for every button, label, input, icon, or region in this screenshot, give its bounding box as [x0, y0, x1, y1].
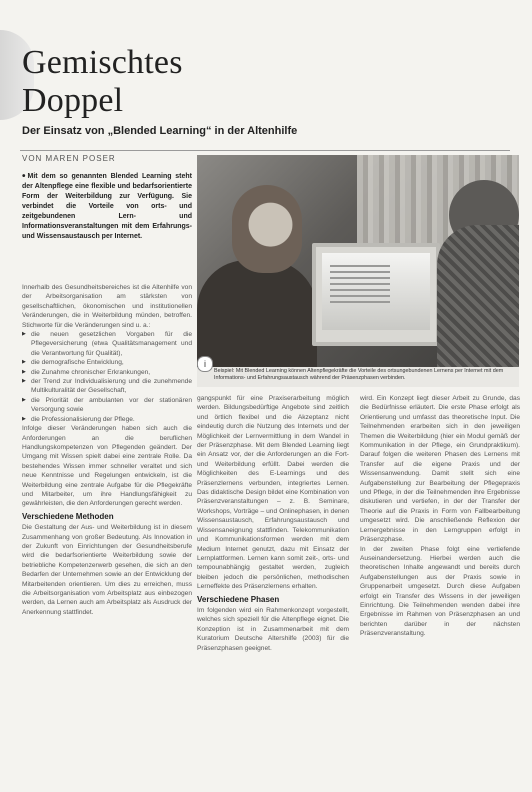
lead-initial: •: [22, 171, 26, 182]
column-2: [197, 394, 349, 653]
list-item: ▶ der Trend zur Individualisierung und die zunehmende Multikulturalität der Gesellschaft,: [22, 377, 192, 396]
info-icon: i: [197, 356, 213, 372]
photo-person-woman-head: [232, 185, 302, 273]
article-photo: [197, 155, 519, 367]
section-heading-phases: Verschiedene Phasen: [197, 594, 280, 604]
section-heading-methods: Verschiedene Methoden: [22, 511, 114, 521]
list-item: ▶ die neuen gesetzlichen Vorgaben für die Pflegeversicherung (etwa Qualitätsmanagement und die Verantwortung für Qualität),: [22, 330, 192, 358]
title-line-1: Gemischtes: [22, 44, 183, 81]
col1-intro: Innerhalb des Gesundheitsbereiches ist die Altenhilfe von der Arbeitsorganisation am stärksten von gesellschaftlichen, ökonomischen und institutionellen Veränderungen, die in Weiterbildung münden, betroffen. Stichworte für die Veränderungen sind u. a.:: [22, 284, 192, 329]
photo-caption: Beispiel: Mit Blended Learning können Altenpflegekräfte die Vorteile des ortsungebundenen Lernens per Internet mit dem Informations- und Erfahrungsaustausch während der Präsenzphasen verbinden.: [214, 368, 504, 381]
photo-monitor-screen: [322, 253, 430, 330]
photo-person-man-body: [437, 225, 519, 367]
photo-computer-monitor: [312, 243, 440, 346]
article-subtitle: Der Einsatz von „Blended Learning“ in der Altenhilfe: [22, 125, 298, 137]
column-3: [360, 394, 520, 639]
col3-body-2: In der zweiten Phase folgt eine vertiefende Auseinandersetzung. Hierbei werden auch die theoretischen Inhalte angewandt und bereits durch Aufgabenstellungen aus der Praxis sowie in Gruppenarbeit umgesetzt. Durch diese Aufgaben erfolgt ein Transfer des Wissens in der jeweiligen Einrichtung. Die Teilnehmenden wenden dabei ihre Ergebnisse im Rahmen von Präsenzphasen an und berichten darüber in der nächsten Präsenzveranstaltung.: [360, 545, 520, 638]
list-item: ▶ die Priorität der ambulanten vor der stationären Versorgung sowie: [22, 396, 192, 415]
byline-divider: [20, 150, 510, 151]
list-item: ▶ die Professionalisierung der Pflege.: [22, 415, 192, 424]
lead-text: Mit dem so genannten Blended Learning steht der Altenpflege eine flexible und bedarfsorientierte Form der Weiterbildung zur Verfügung. Sie verbindet die Vorteile von orts- und zeitgebundenen Lern- und Informationsveranstaltungen mit dem Erfahrungs- und Wissensaustausch per Internet.: [22, 173, 192, 240]
col2-body: gangspunkt für eine Praxiserarbeitung möglich werden. Bildungsbedürftige Angebote sind zeitlich und örtlich flexibel und die Akzeptanz nicht eindeutig durch die Nutzung des Internets und der Möglichkeit der Lernvermittlung in dem Wandel in der Präsenzphase. Mit dem Blended Learning liegt ein Ansatz vor, der die Anforderungen an die Fort- und Weiterbildung erfüllt. Dabei werden die Möglichkeiten des E-Learnings und des Präsenzlernens verbunden, integriertes Lernen. Das didaktische Design bildet eine Kombination von Präsenzveranstaltungen – z. B. Seminare, Workshops, Vorträge – und Onlinephasen, in denen Wissensaustausch, Erfahrungsaustausch und Wissensaneignung stattfinden. Telekommunikation und Kommunikationsformen werden mit dem Medium Internet genutzt, dazu mit Einsatz der Lernplattformen. Lernen kann somit zeit-, orts- und tempounabhängig gestaltet werden, zugleich bleiben jedoch die persönlichen, methodischen Lerneffekte des Präsenzlernens erhalten.: [197, 395, 349, 591]
col1-body: Infolge dieser Veränderungen haben sich auch die Anforderungen an die beruflichen Handlungskompetenzen von Pflegenden geändert. Der Umgang mit Wissen spielt dabei eine zentrale Rolle. Da bestehendes Wissen immer schneller veraltet und sich neue Kenntnisse und Regelungen entwickeln, ist die Weiterbildung eine zentrale Aufgabe für die Pflegekräfte und Mitarbeiter, um ihre Handlungsfähigkeit zu gewährleisten, die den Anforderungen gerecht werden.: [22, 425, 192, 508]
lead-paragraph: [22, 172, 192, 242]
photo-person-woman-body: [197, 260, 317, 367]
author-byline: VON MAREN POSER: [22, 154, 116, 163]
title-line-2: Doppel: [22, 82, 124, 119]
article-title: [22, 44, 183, 120]
col3-body: wird. Ein Konzept liegt dieser Arbeit zu Grunde, das die Bedürfnisse erläutert. Die erste Phase erfolgt als Orientierung und umfasst das theoretische Input. Die Teilnehmenden erarbeiten sich in den jeweiligen Themen die Weiterbildung (hier ein Modul gemäß der Kommunikation in der Pflege, ein Grundpraktikum). Darauf folgen die weiteren Phasen des Lernens mit Transfer auf die eigene Praxis und der Wissensanwendung. Damit stellt sich eine Aufgabenstellung zur Bearbeitung der Pflegepraxis und Pflege, in der die Teilnehmenden ihre Ergebnisse diskutieren und vertiefen, in der der Transfer der Theorie auf die Praxis in Form von Fallbearbeitung umgesetzt wird. Die anschließende Reflexion der Lernergebnisse in den Lerngruppen erfolgt in Präsenzphase.: [360, 395, 520, 544]
list-item: ▶ die Zunahme chronischer Erkrankungen,: [22, 368, 192, 377]
col1-body-2: Die Gestaltung der Aus- und Weiterbildung ist in diesem Zusammenhang von großer Bedeutung. Als Innovation in der Zukunft von Einrichtungen der Gesundheitsberufe wird die bedarfsorientierte Weiterbildung sowie der betriebliche Kompetenzerwerb gesehen, die sich an den Bedarfen der Unternehmen sowie an der Entwicklung der Mitarbeitenden orientieren. Um dies zu erreichen, muss die Arbeitsorganisation vom Arbeitsplatz aus einbezogen werden, da Lernen auch am Arbeitsplatz als Ausdruck der Anerkennung stattfindet.: [22, 524, 192, 616]
change-factors-list: [22, 330, 192, 424]
column-1: [22, 283, 192, 617]
col2-body-2: Im folgenden wird ein Rahmenkonzept vorgestellt, welches sich speziell für die Altenpflege eignet. Die Konzeption ist in Zusammenarbeit mit dem Kuratorium Deutsche Altershilfe (2003) für die Präsenzphasen geeignet.: [197, 606, 349, 652]
list-item: ▶ die demografische Entwicklung,: [22, 358, 192, 367]
